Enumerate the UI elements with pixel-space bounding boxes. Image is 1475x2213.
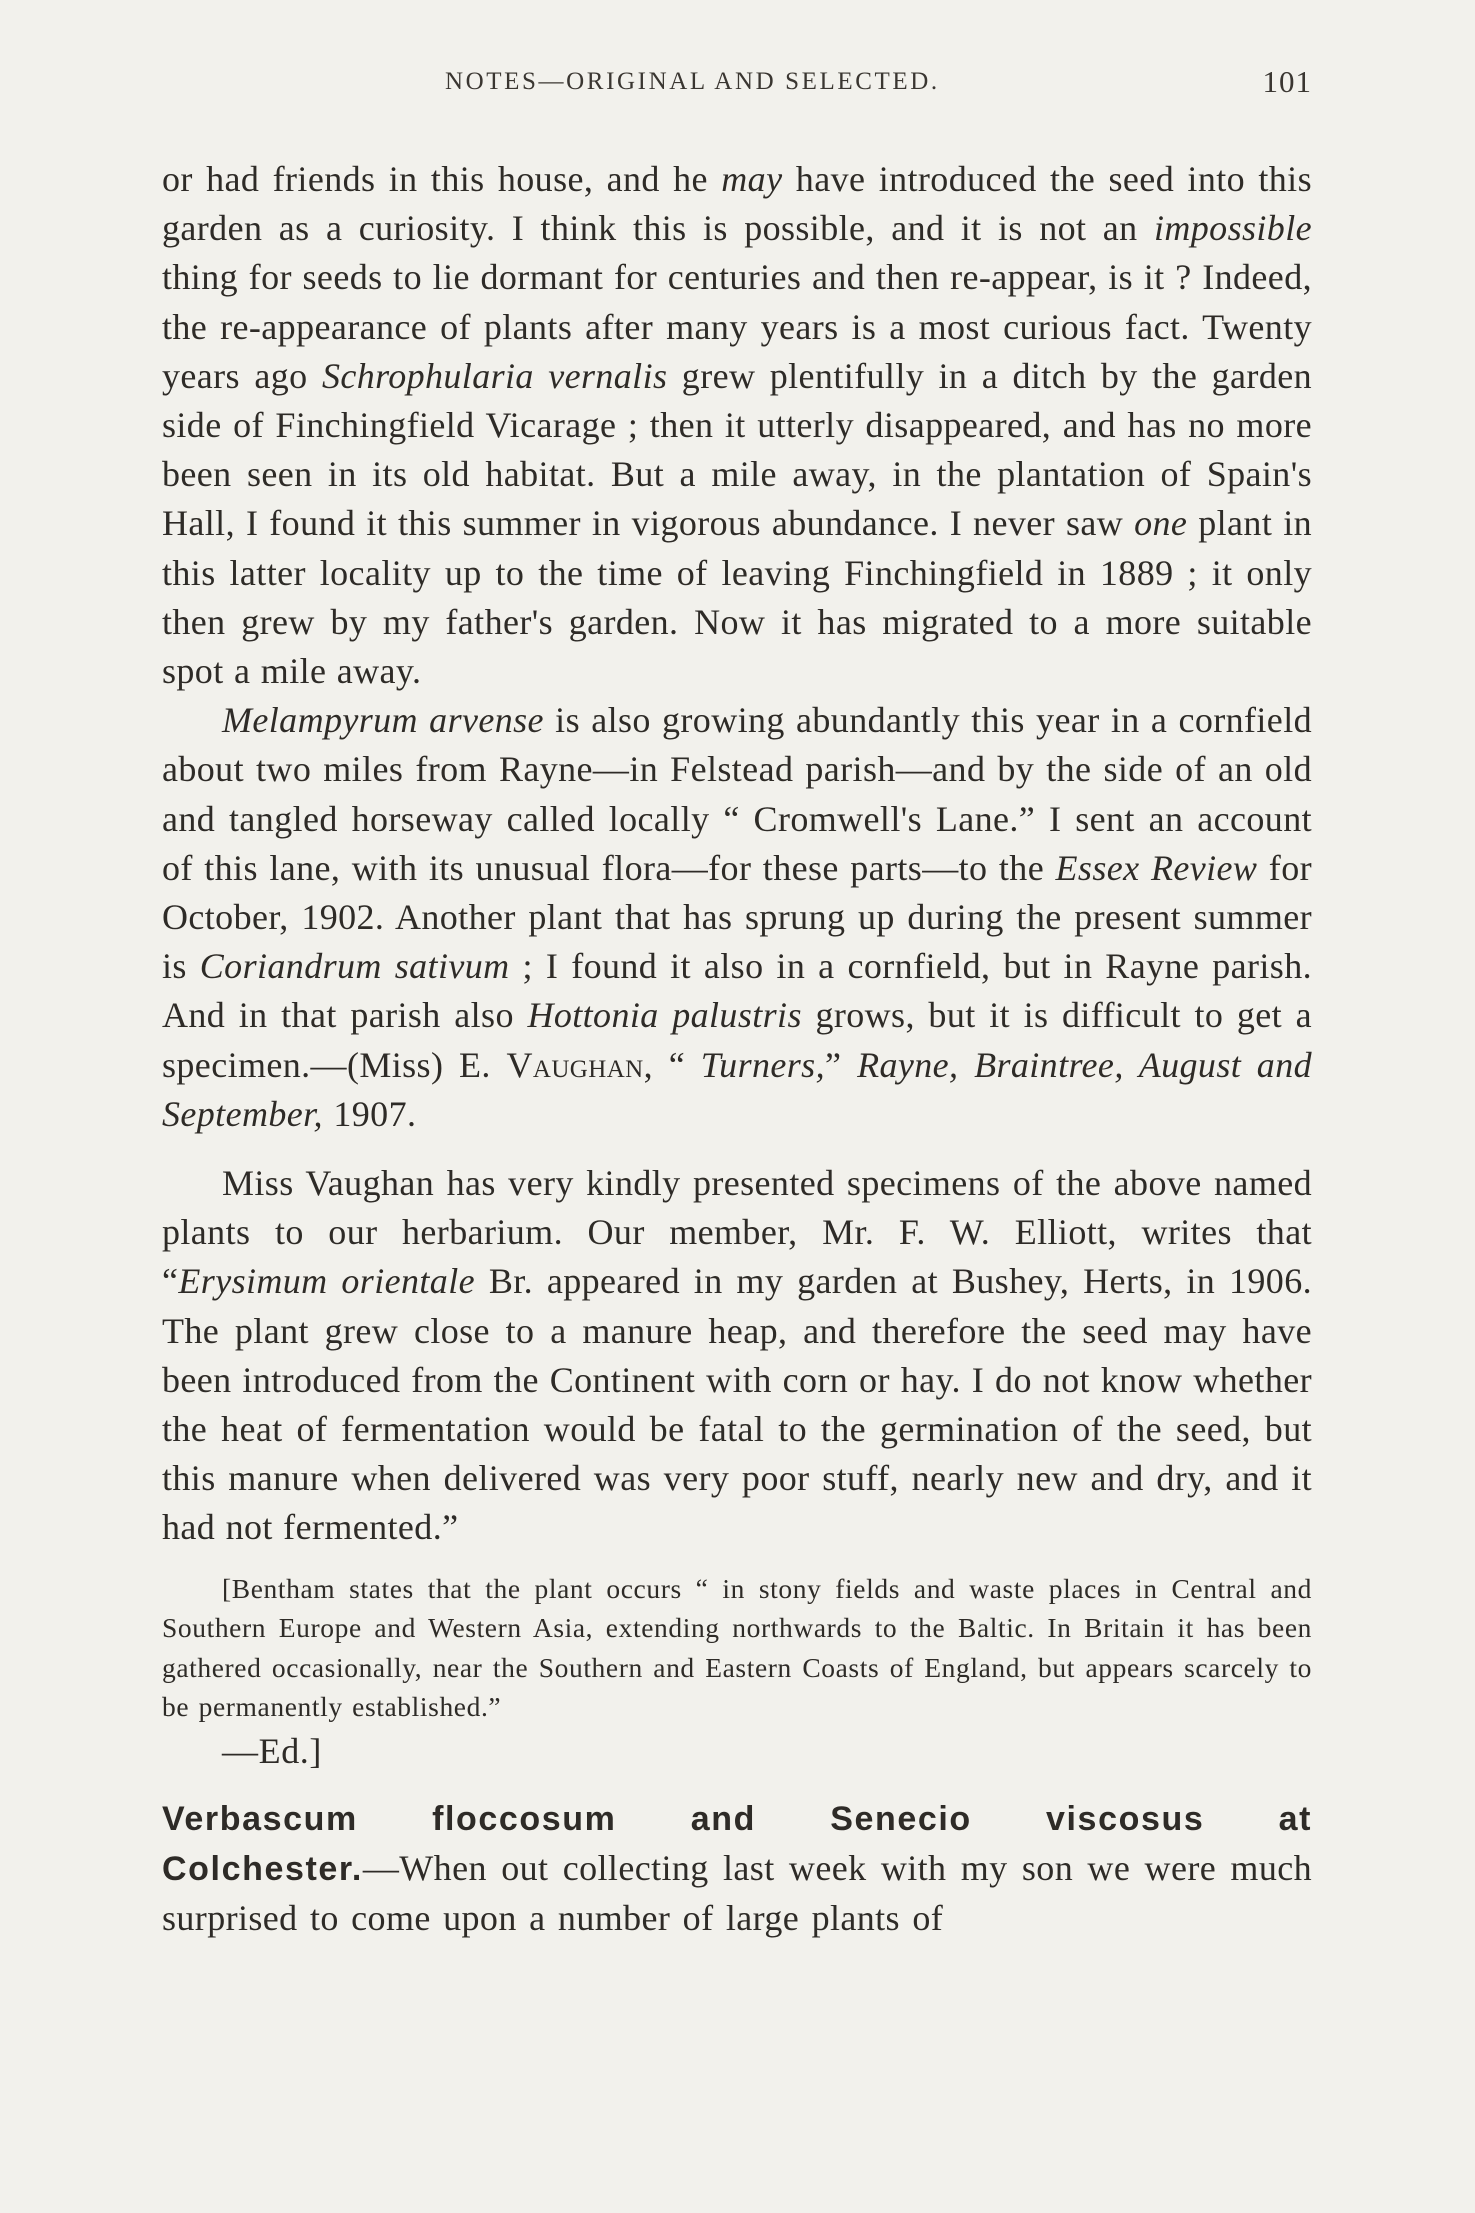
italic-run: may [721, 159, 783, 199]
heading-word: and [690, 1800, 756, 1839]
italic-run: Coriandrum sativum [199, 946, 510, 987]
heading-word: at [1278, 1800, 1312, 1839]
text-run: , “ [643, 1044, 701, 1085]
text-run: —When out collecting last week with my son we were much surprised to come upon a number of large plants of [162, 1848, 1312, 1939]
italic-run: one [1134, 503, 1188, 544]
text-run: have introduced the seed into this garden as a curiosity. I think this is possible, and it is not an [162, 159, 1312, 249]
italic-run: Essex Review [1055, 847, 1258, 888]
italic-run: Hottonia palustris [527, 995, 802, 1036]
heading-word: Senecio [830, 1800, 972, 1839]
text-run: ” [825, 1044, 858, 1085]
text-run: or had friends in this house, and he [162, 159, 722, 199]
text-run: plant in this latter locality up to the time of leaving Finchingfield in 1889 ; it only then grew by my father's garden. Now it has migrated to a more suitable spot a mile away. [162, 503, 1312, 692]
text-run: thing for seeds to lie dormant for centuries and then re-appear, is it ? Indeed, the re-appearance of plants after many years is a most curious fact. Twenty years ago [162, 257, 1312, 396]
text-run: grows, but it is difficult to get a specimen.—(Miss) E. [162, 995, 1312, 1085]
section-heading [162, 1795, 1312, 1844]
italic-run: Rayne, Braintree, August and September, [162, 1044, 1313, 1134]
heading-word: Colchester. [162, 1850, 363, 1889]
italic-run: Melampyrum arvense [222, 700, 544, 741]
italic-run: impossible [1153, 208, 1312, 249]
text-run: grew plentifully in a ditch by the garden side of Finchingfield Vicarage ; then it utterly disappeared, and has no more been seen in its old habitat. But a mile away, in the plantation of Spain's Hall, I found it this summer in vigorous abundance. I never saw [162, 355, 1312, 544]
paragraph-3 [162, 1159, 1312, 1553]
heading-word: floccosum [432, 1800, 617, 1839]
running-head [162, 64, 1312, 108]
heading-word: viscosus [1046, 1800, 1205, 1839]
text-run: —Ed.] [222, 1730, 322, 1771]
italic-run: Erysimum orientale [178, 1261, 475, 1302]
editor-signature [162, 1729, 322, 1773]
text-run: ; I found it also in a cornfield, but in Rayne parish. And in that parish also [162, 946, 1312, 1036]
text-run: 1907. [322, 1093, 417, 1134]
text-run: is also growing abundantly this year in a cornfield about two miles from Rayne—in Felstead parish—and by the side of an old and tangled horseway called locally “ Cromwell's Lane.” I sent an account of this lane, with its unusual flora—for these parts—to the [162, 700, 1312, 888]
paragraph-2 [162, 696, 1312, 1139]
text-run: for October, 1902. Another plant that has sprung up during the present summer is [162, 847, 1312, 987]
editor-note [162, 1569, 1312, 1774]
text-run: [Bentham states that the plant occurs “ in stony fields and waste places in Central and Southern Europe and Western Asia, extending northwards to the Baltic. In Britain it has been gathered occasionally, near the Southern and Eastern Coasts of England, but appears scarcely to be permanently established.” [162, 1572, 1312, 1723]
running-head-title: NOTES—ORIGINAL AND SELECTED. [445, 68, 940, 95]
paragraph-5 [162, 1795, 1312, 1943]
body-text [162, 155, 1312, 1944]
text-run: Br. appeared in my garden at Bushey, Herts, in 1906. The plant grew close to a manure heap, and therefore the seed may have been introduced from the Continent with corn or hay. I do not know whether the heat of fermentation would be fatal to the germination of the seed, but this manure when delivered was very poor stuff, nearly new and dry, and it had not fermented.” [162, 1261, 1312, 1548]
italic-run: Schrophularia vernalis [321, 355, 668, 396]
paragraph-5-body [162, 1844, 1312, 1943]
paragraph-1 [162, 155, 1312, 696]
author-name: Vaughan [506, 1044, 644, 1085]
heading-word: Verbascum [162, 1800, 358, 1839]
page-number: 101 [1262, 64, 1312, 99]
text-run: Miss Vaughan has very kindly presented specimens of the above named plants to our herbarium. Our member, Mr. F. W. Elliott, writes that “ [162, 1163, 1312, 1302]
italic-run: Turners, [700, 1044, 825, 1085]
